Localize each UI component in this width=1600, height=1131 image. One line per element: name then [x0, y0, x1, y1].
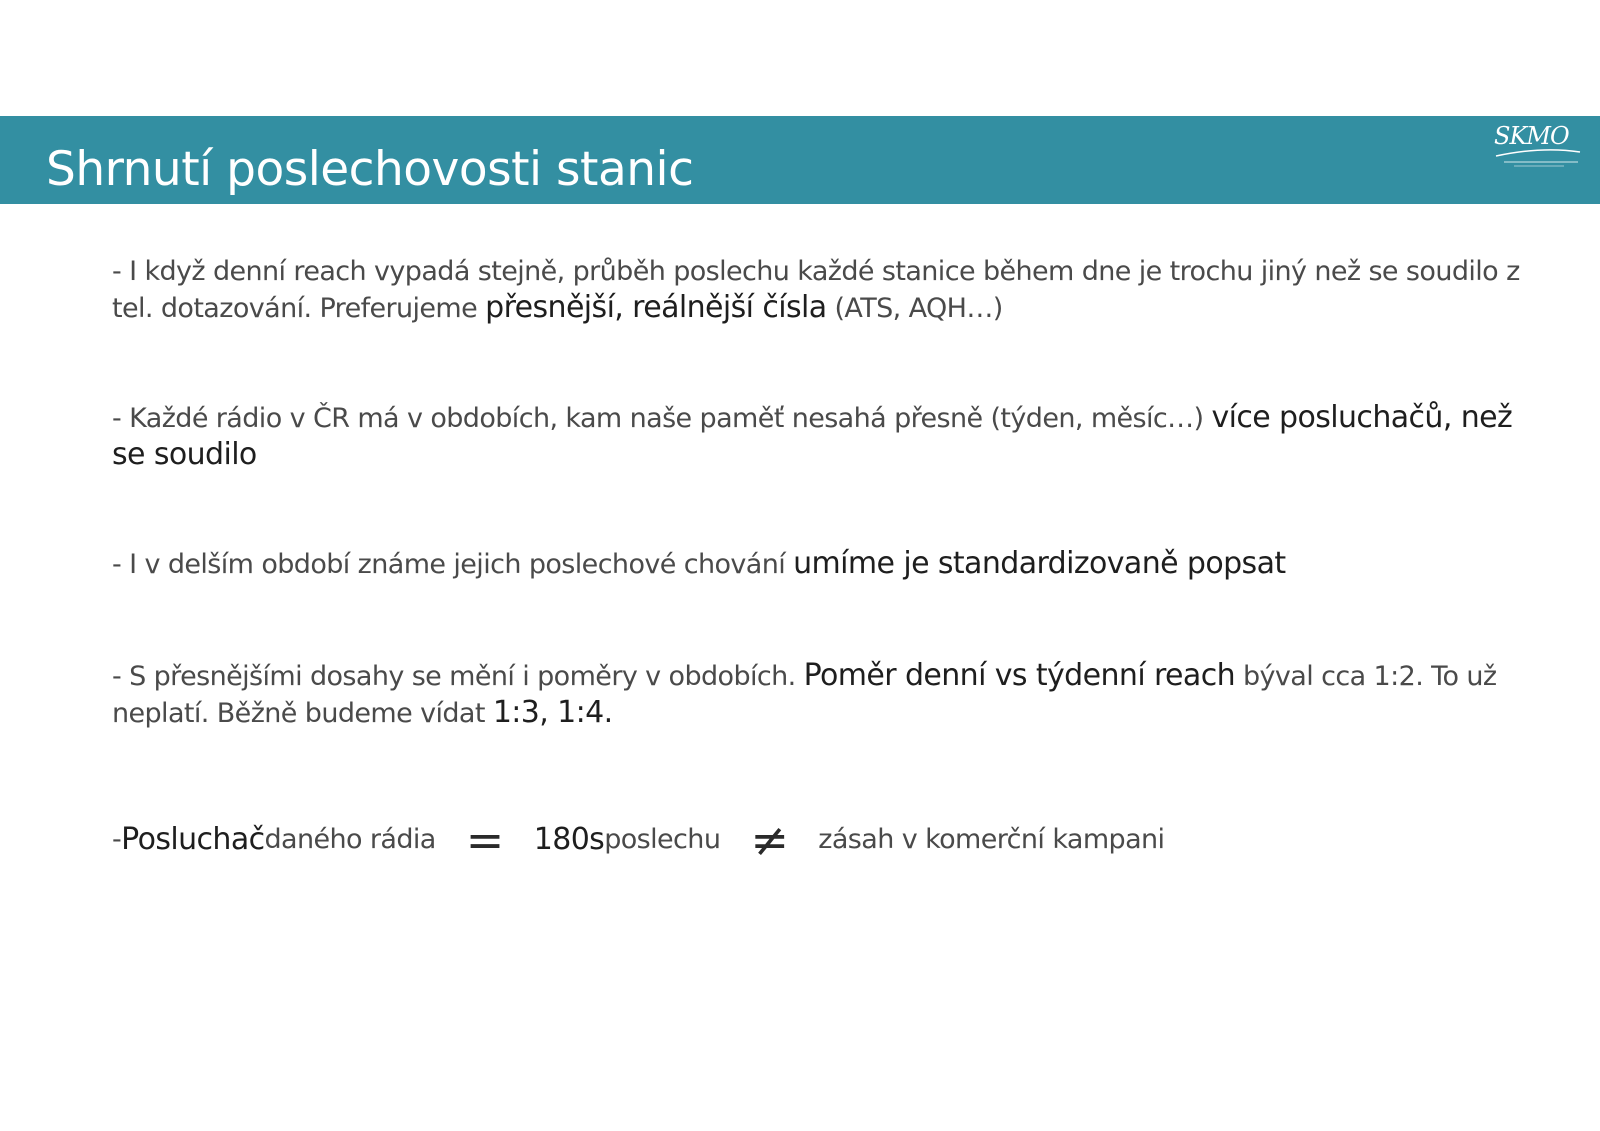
- bullet-4-text-b: býval cca 1:2. To už neplatí. Běžně budeme vídat: [112, 661, 1497, 729]
- bullet-5-dash: -: [112, 824, 122, 855]
- bullet-1-text-a: - I když denní reach vypadá stejně, průběh poslechu každé stanice během dne je trochu jiný než se soudilo z tel. dotazování. Preferujeme: [112, 256, 1520, 324]
- slide-title: Shrnutí poslechovosti stanic: [46, 142, 694, 197]
- bullet-3-emphasis: umíme je standardizovaně popsat: [793, 546, 1286, 581]
- bullet-3: [112, 546, 1532, 583]
- bullet-2: [112, 400, 1532, 474]
- bullet-3-text-a: - I v delším období známe jejich poslechové chování: [112, 549, 794, 580]
- bullet-5-text-b: poslechu: [604, 824, 721, 855]
- bullet-2-text-a: - Každé rádio v ČR má v obdobích, kam naše paměť nesahá přesně (týden, měsíc…): [112, 403, 1212, 434]
- logo-text: SKMO: [1494, 122, 1569, 150]
- bullet-1: [112, 254, 1532, 327]
- bullet-2-emphasis: více posluchačů, než se soudilo: [112, 400, 1513, 472]
- bullet-5-emphasis-a: Posluchač: [121, 822, 265, 857]
- bullet-1-emphasis: přesnější, reálnější čísla: [485, 290, 827, 325]
- bullet-1-text-b: (ATS, AQH…): [826, 293, 1003, 324]
- bullet-5-text-a: daného rádia: [264, 824, 436, 855]
- bullet-5-emphasis-b: 180s: [533, 822, 605, 857]
- bullet-4-emphasis-b: 1:3, 1:4.: [492, 695, 613, 730]
- not-equals-symbol: ≠: [750, 813, 789, 867]
- bullet-5: [112, 813, 1532, 867]
- logo-swoosh-icon: [1494, 122, 1582, 176]
- equals-symbol: =: [465, 813, 504, 867]
- bullet-4-text-a: - S přesnějšími dosahy se mění i poměry v obdobích.: [112, 661, 804, 692]
- bullet-4-emphasis-a: Poměr denní vs týdenní reach: [803, 658, 1236, 693]
- skmo-logo: [1494, 122, 1582, 176]
- bullet-5-text-c: zásah v komerční kampani: [818, 824, 1165, 855]
- bullet-4: [112, 658, 1532, 732]
